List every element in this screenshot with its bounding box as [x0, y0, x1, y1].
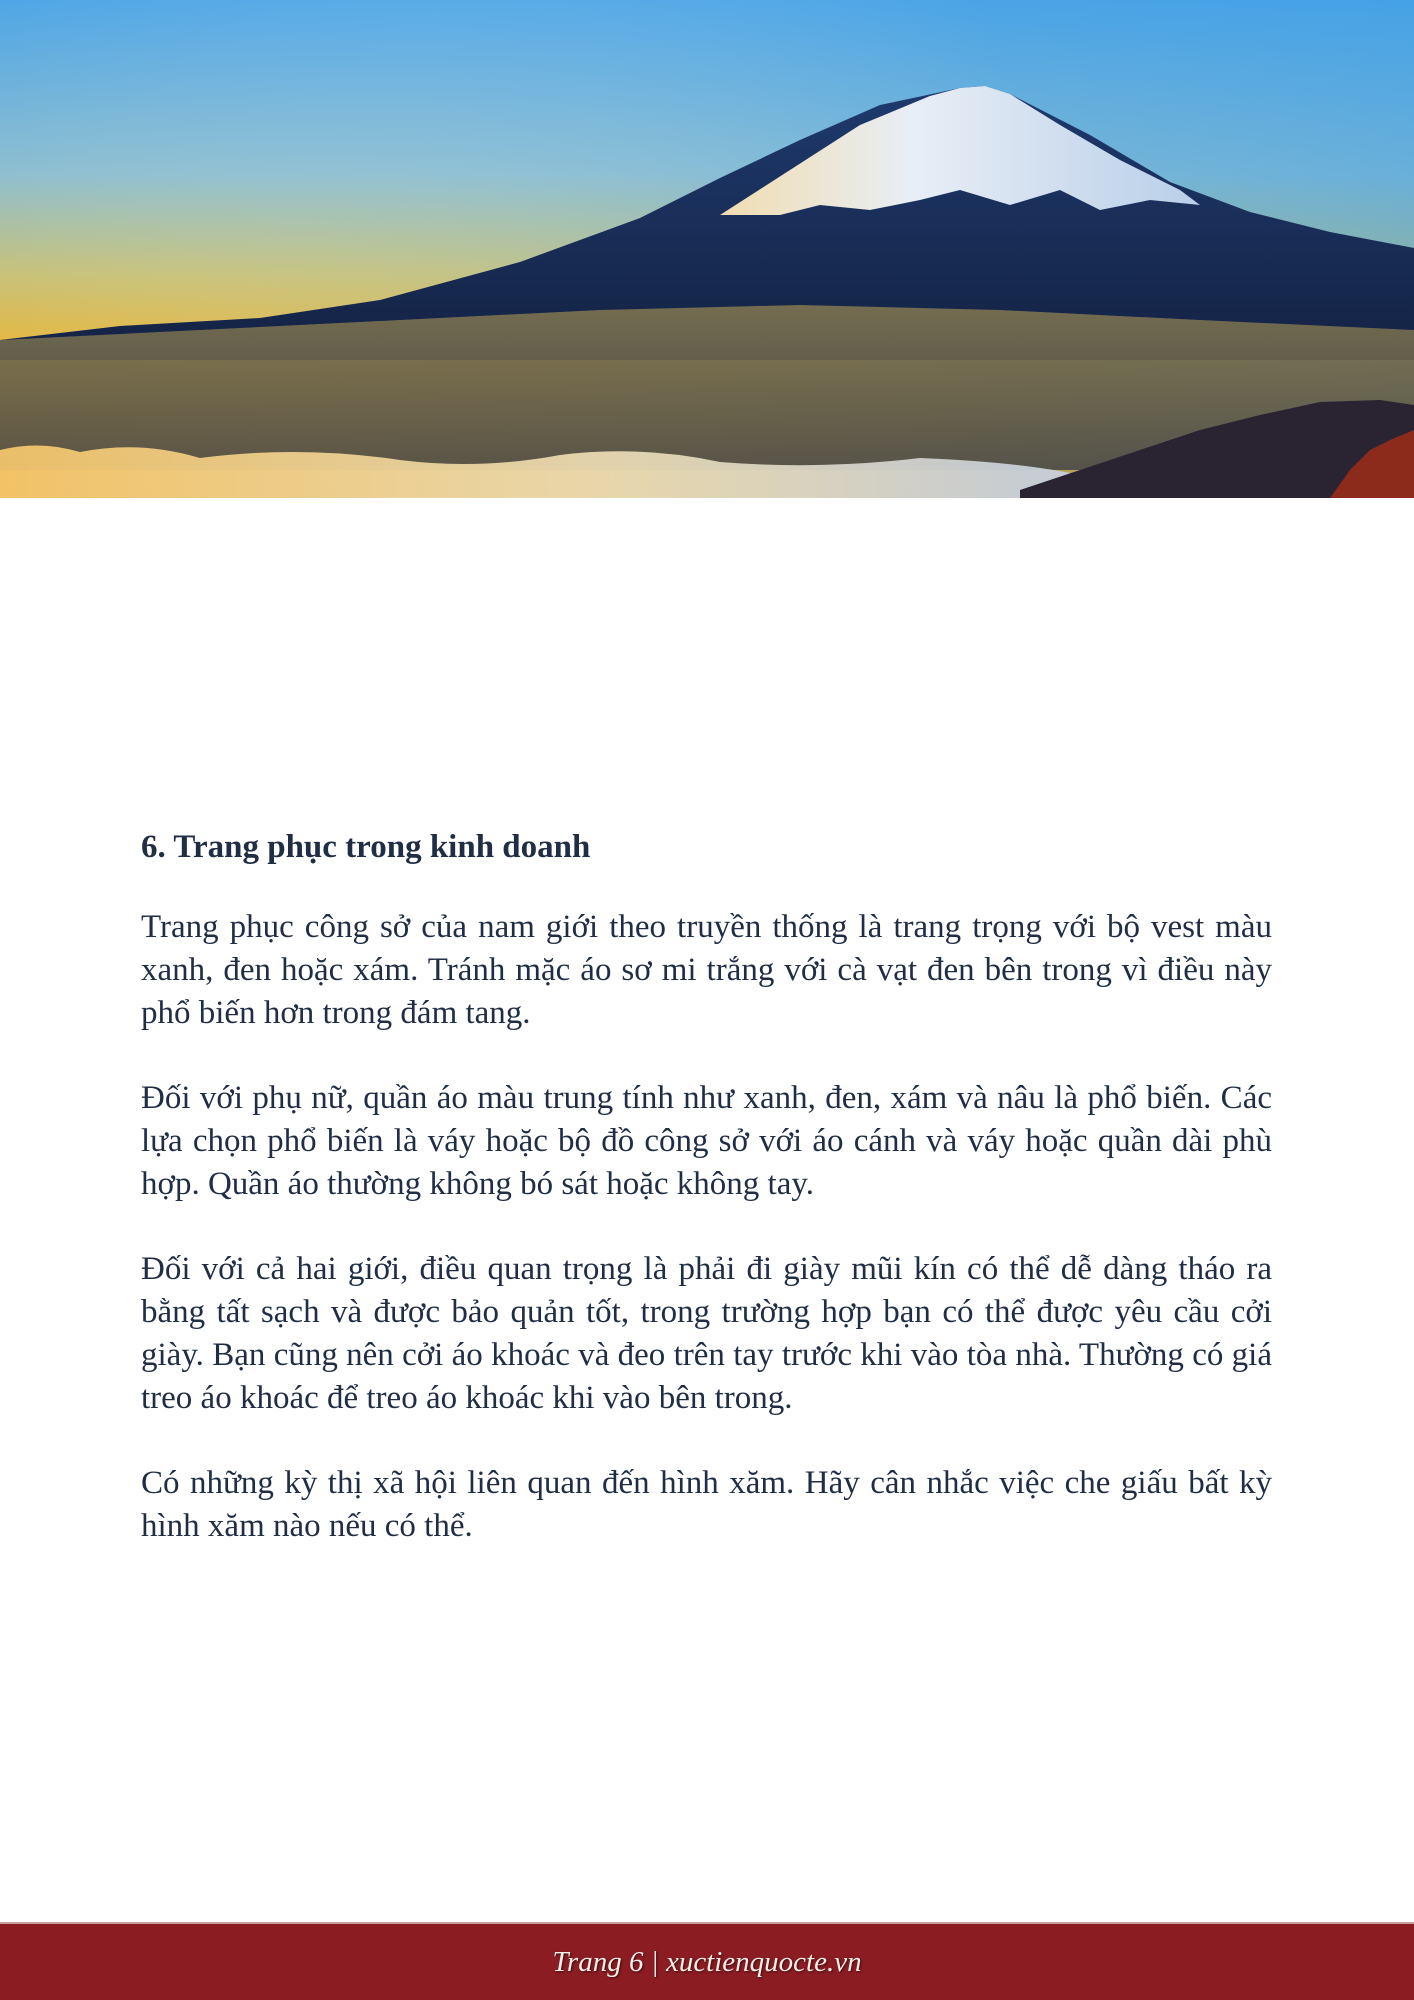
mount-fuji-photo — [0, 0, 1414, 498]
footer-page-number: Trang 6 | xuctienquocte.vn — [552, 1945, 862, 1978]
paragraph-footwear: Đối với cả hai giới, điều quan trọng là phải đi giày mũi kín có thể dễ dàng tháo ra bằng tất sạch và được bảo quản tốt, trong trường hợp bạn có thể được yêu cầu cởi giày. Bạn cũng nên cởi áo khoác và đeo trên tay trước khi vào tòa nhà. Thường có giá treo áo khoác để treo áo khoác khi vào bên trong. — [141, 1251, 1272, 1416]
paragraph-mens-attire: Trang phục công sở của nam giới theo truyền thống là trang trọng với bộ vest màu xanh, đen hoặc xám. Tránh mặc áo sơ mi trắng với cà vạt đen bên trong vì điều này phổ biến hơn trong đám tang. — [141, 909, 1272, 1031]
page-footer — [0, 1922, 1414, 2000]
document-body — [141, 822, 1272, 1590]
hero-image — [0, 0, 1414, 498]
section-heading: 6. Trang phục trong kinh doanh — [141, 829, 591, 865]
paragraph-womens-attire: Đối với phụ nữ, quần áo màu trung tính như xanh, đen, xám và nâu là phổ biến. Các lựa chọn phổ biến là váy hoặc bộ đồ công sở với áo cánh và váy hoặc quần dài phù hợp. Quần áo thường không bó sát hoặc không tay. — [141, 1080, 1272, 1202]
paragraph-tattoos: Có những kỳ thị xã hội liên quan đến hình xăm. Hãy cân nhắc việc che giấu bất kỳ hình xăm nào nếu có thể. — [141, 1465, 1272, 1544]
